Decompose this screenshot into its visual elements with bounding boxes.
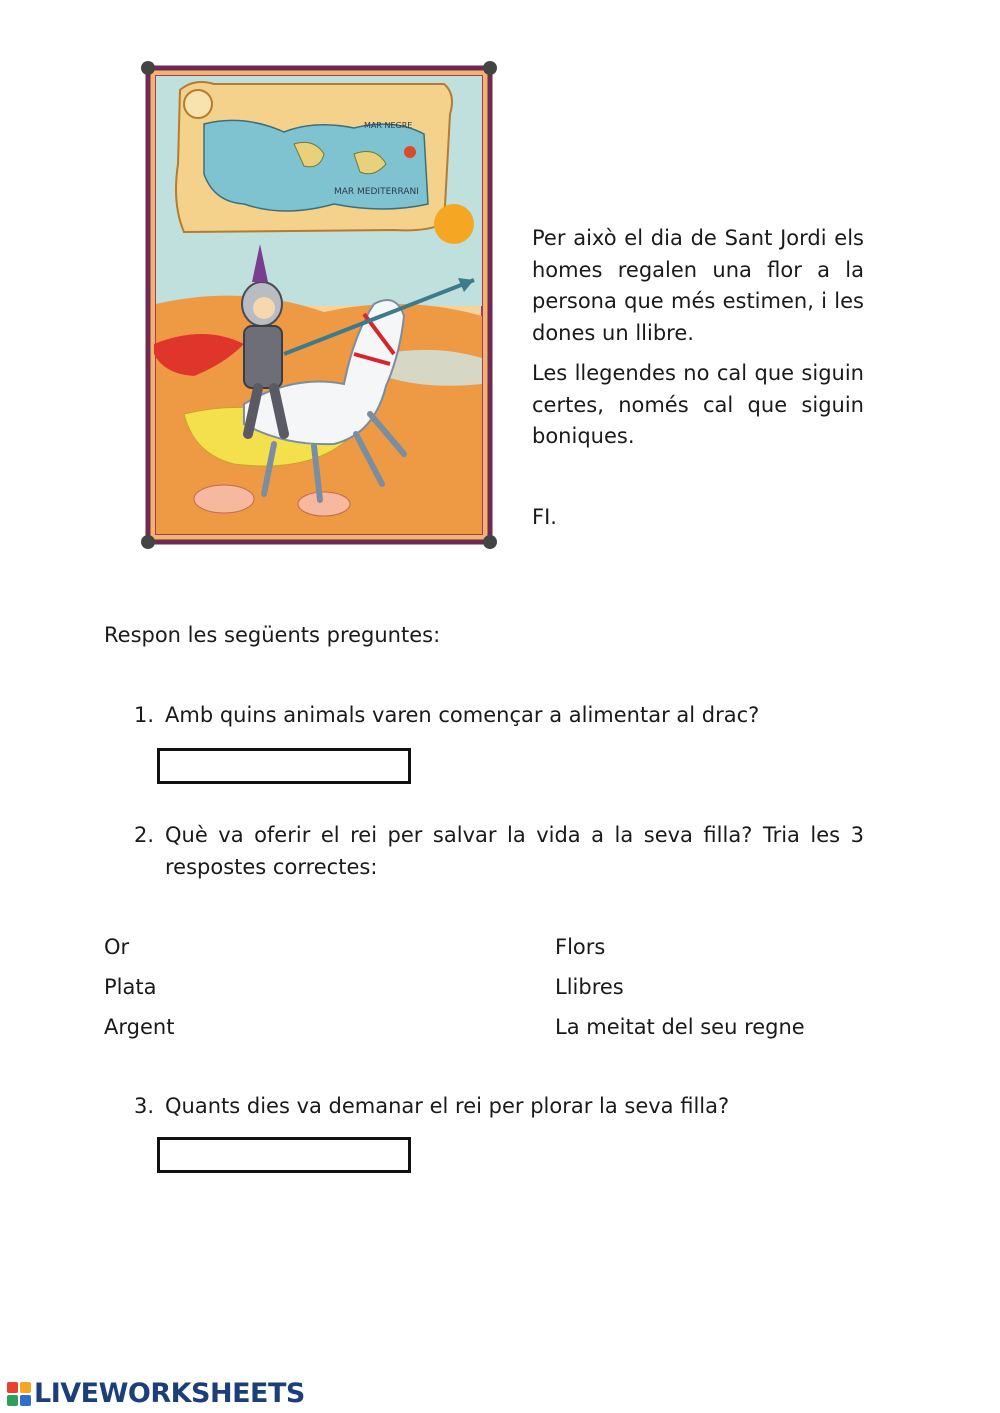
option-flors[interactable]: Flors xyxy=(555,935,606,959)
question-3-text: Quants dies va demanar el rei per plorar la seva filla? xyxy=(165,1094,730,1118)
instructions-heading: Respon les següents preguntes: xyxy=(104,623,441,647)
illustration-svg xyxy=(124,54,516,560)
option-plata[interactable]: Plata xyxy=(104,975,157,999)
question-2-number: 2. xyxy=(134,823,155,847)
story-end: FI. xyxy=(532,505,557,529)
liveworksheets-logo xyxy=(6,1378,305,1409)
question-3-number: 3. xyxy=(134,1094,155,1118)
sant-jordi-illustration xyxy=(124,54,516,560)
map-label-negre: MAR NEGRE xyxy=(364,121,413,130)
question-2-text: Què va oferir el rei per salvar la vida a la seva filla? Tria les 3 respostes correctes: xyxy=(165,823,864,879)
question-1-number: 1. xyxy=(134,703,155,727)
map-label-mediterrani: MAR MEDITERRANI xyxy=(334,187,419,197)
option-llibres[interactable]: Llibres xyxy=(555,975,624,999)
story-text xyxy=(532,223,864,453)
option-meitat-regne[interactable]: La meitat del seu regne xyxy=(555,1015,805,1039)
liveworksheets-logo-icon xyxy=(6,1381,32,1407)
question-3-answer-input[interactable] xyxy=(157,1137,411,1173)
question-1-text: Amb quins animals varen començar a alimentar al drac? xyxy=(165,703,760,727)
question-1-answer-input[interactable] xyxy=(157,748,411,784)
option-argent[interactable]: Argent xyxy=(104,1015,175,1039)
liveworksheets-logo-text: LIVEWORKSHEETS xyxy=(34,1378,305,1409)
story-paragraph-2: Les llegendes no cal que siguin certes, només cal que siguin boniques. xyxy=(532,361,864,448)
story-paragraph-1: Per això el dia de Sant Jordi els homes regalen una flor a la persona que més estimen, i les dones un llibre. xyxy=(532,226,864,345)
option-or[interactable]: Or xyxy=(104,935,130,959)
